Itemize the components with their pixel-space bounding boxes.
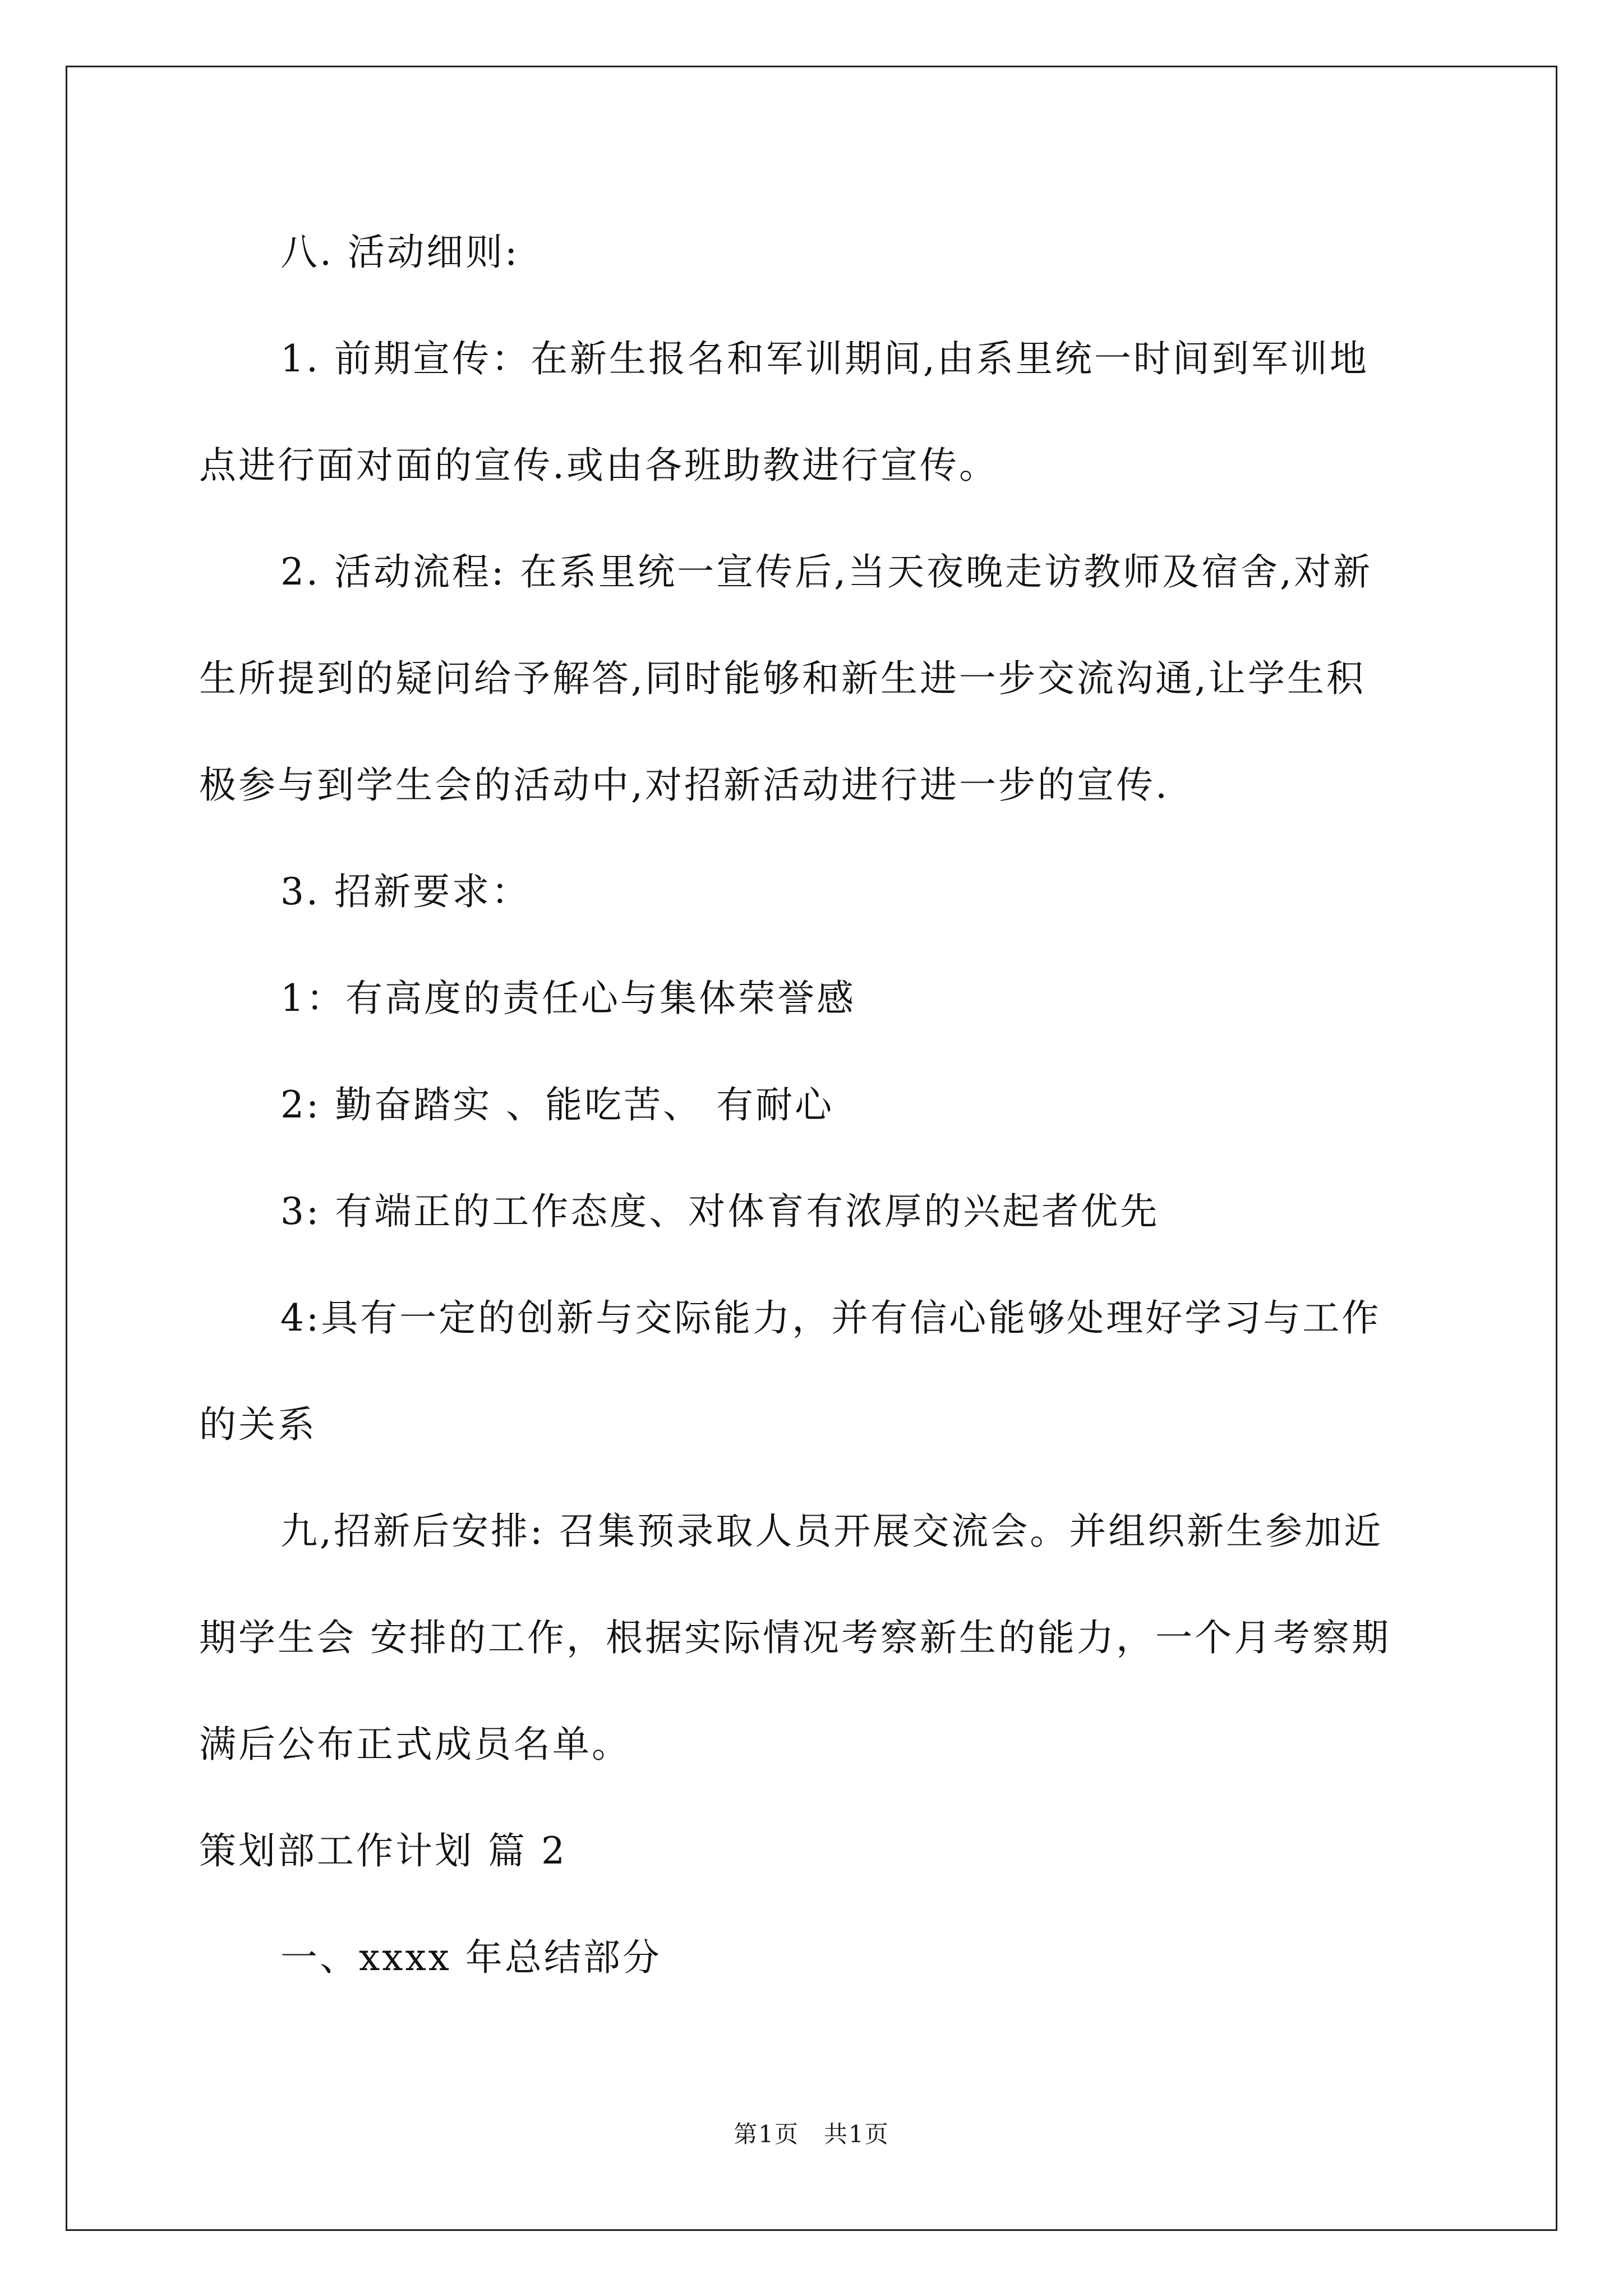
requirement-item: 2: 勤奋踏实 、能吃苦、 有耐心 <box>280 1083 834 1126</box>
paragraph-line: 满后公布正式成员名单。 <box>199 1723 631 1766</box>
page-border <box>66 66 1557 2231</box>
requirement-item: 4:具有一定的创新与交际能力，并有信心能够处理好学习与工作 <box>280 1296 1381 1340</box>
section-heading-8: 八. 活动细则: <box>280 231 520 274</box>
paragraph-line: 极参与到学生会的活动中,对招新活动进行进一步的宣传. <box>199 763 1169 807</box>
section-heading-9: 九,招新后安排: 召集预录取人员开展交流会。并组织新生参加近 <box>280 1510 1384 1553</box>
section-title: 策划部工作计划 篇 2 <box>199 1829 567 1872</box>
subsection-heading: 一、xxxx 年总结部分 <box>280 1936 662 1979</box>
page-footer: 第1页 共1页 <box>734 2120 889 2148</box>
requirement-item: 3: 有端正的工作态度、对体育有浓厚的兴起者优先 <box>280 1190 1160 1233</box>
paragraph-line: 1. 前期宣传：在新生报名和军训期间,由系里统一时间到军训地 <box>280 337 1369 380</box>
paragraph-line: 生所提到的疑问给予解答,同时能够和新生进一步交流沟通,让学生积 <box>199 657 1366 700</box>
paragraph-line: 2. 活动流程: 在系里统一宣传后,当天夜晚走访教师及宿舍,对新 <box>280 550 1373 593</box>
paragraph-line: 期学生会 安排的工作，根据实际情况考察新生的能力，一个月考察期 <box>199 1616 1391 1659</box>
paragraph-line: 3. 招新要求： <box>280 870 531 913</box>
paragraph-line: 的关系 <box>199 1403 317 1446</box>
paragraph-line: 点进行面对面的宣传.或由各班助教进行宣传。 <box>199 444 998 487</box>
requirement-item: 1：有高度的责任心与集体荣誉感 <box>280 977 856 1020</box>
